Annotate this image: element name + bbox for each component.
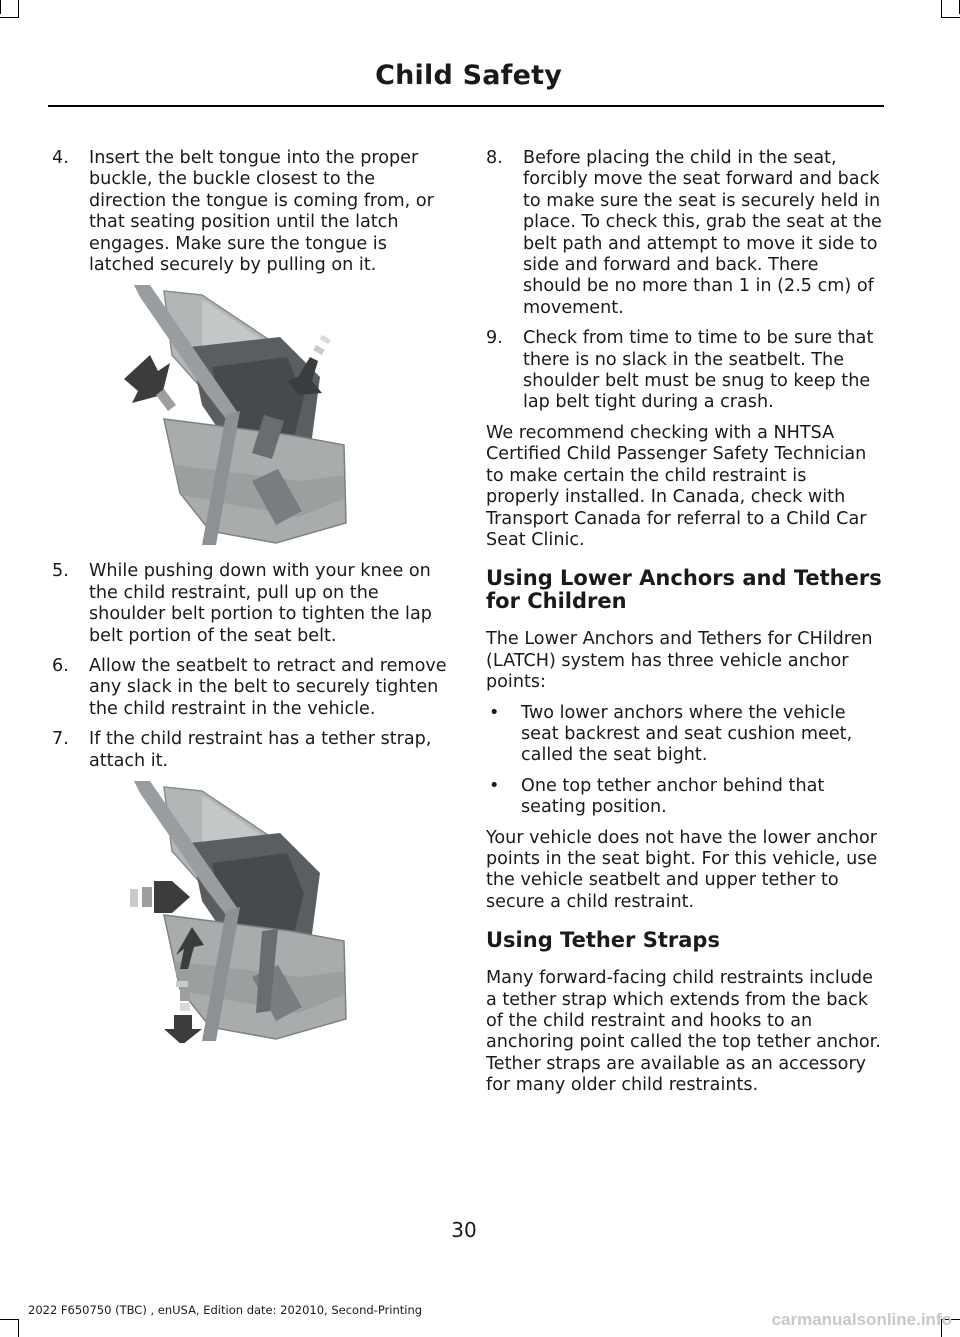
left-column <box>52 148 450 1057</box>
step-9 <box>486 328 882 414</box>
footer-edition: 2022 F650750 (TBC) , enUSA, Edition date: 202010, Second-Printing <box>28 1303 423 1317</box>
step-6 <box>52 656 450 720</box>
bullet-text: Two lower anchors where the vehicle seat backrest and seat cushion meet, called the seat bight. <box>521 702 853 766</box>
crop-mark <box>942 17 960 18</box>
latch-paragraph: The Lower Anchors and Tethers for CHildren (LATCH) system has three vehicle anchor points: <box>486 629 873 693</box>
nhtsa-paragraph: We recommend checking with a NHTSA Certified Child Passenger Safety Technician to make certain the child restraint is properly installed. In Canada, check with Transport Canada for referral to a Child Car Seat Clinic. <box>486 422 867 550</box>
step-5 <box>52 561 450 647</box>
tether-heading: Using Tether Straps <box>486 928 720 953</box>
child-seat-tighten-illustration <box>52 781 450 1043</box>
step-number: 6. <box>52 656 69 677</box>
bullet-mark: • <box>489 702 500 723</box>
step-text: Insert the belt tongue into the proper buckle, the buckle closest to the direction the tongue is coming from, or that seating position until the latch engages. Make sure the tongue is latched securely by pulling on it. <box>89 148 434 276</box>
list-item <box>486 703 882 767</box>
right-column <box>486 148 882 1106</box>
step-number: 5. <box>52 561 69 582</box>
watermark-logo: carmanualsonline.info <box>771 1310 952 1329</box>
step-8 <box>486 148 882 319</box>
step-text: While pushing down with your knee on the child restraint, pull up on the shoulder belt portion to tighten the lap belt portion of the seat belt. <box>89 561 432 646</box>
tether-paragraph: Many forward-facing child restraints include a tether strap which extends from the back of the child restraint and hooks to an anchoring point called the top tether anchor. Tether straps are available as an accessory for many older child restraints. <box>486 968 881 1096</box>
step-4 <box>52 148 450 276</box>
crop-mark <box>0 17 18 18</box>
crop-mark <box>941 0 942 18</box>
crop-mark <box>0 0 1 14</box>
bullet-text: One top tether anchor behind that seating position. <box>521 775 825 818</box>
bullet-mark: • <box>489 775 500 796</box>
step-number: 9. <box>486 328 503 349</box>
step-text: Check from time to time to be sure that there is no slack in the seatbelt. The shoulder belt must be snug to keep the lap belt tight during a crash. <box>523 328 874 413</box>
step-7 <box>52 729 450 772</box>
step-number: 8. <box>486 148 503 168</box>
step-number: 4. <box>52 148 69 168</box>
lower-anchor-paragraph: Your vehicle does not have the lower anchor points in the seat bight. For this vehicle, use the vehicle seatbelt and upper tether to secure a child restraint. <box>486 827 878 912</box>
crop-mark <box>18 1319 19 1337</box>
page-number: 30 <box>451 1218 477 1242</box>
crop-mark <box>18 0 19 18</box>
step-text: Before placing the child in the seat, forcibly move the seat forward and back to make sure the seat is securely held in place. To check this, grab the seat at the belt path and attempt to move it side to side and forward and back. There should be no more than 1 in (2.5 cm) of movement. <box>523 148 882 318</box>
step-text: Allow the seatbelt to retract and remove any slack in the belt to securely tighten the child restraint in the vehicle. <box>89 656 447 719</box>
crop-mark <box>0 1319 18 1320</box>
latch-heading: Using Lower Anchors and Tethers for Children <box>486 566 882 614</box>
step-number: 7. <box>52 729 69 750</box>
step-text: If the child restraint has a tether strap, attach it. <box>89 729 432 771</box>
child-seat-buckle-illustration <box>52 285 450 547</box>
page-title: Child Safety <box>375 60 562 91</box>
list-item <box>486 776 882 819</box>
header-rule <box>48 105 884 107</box>
